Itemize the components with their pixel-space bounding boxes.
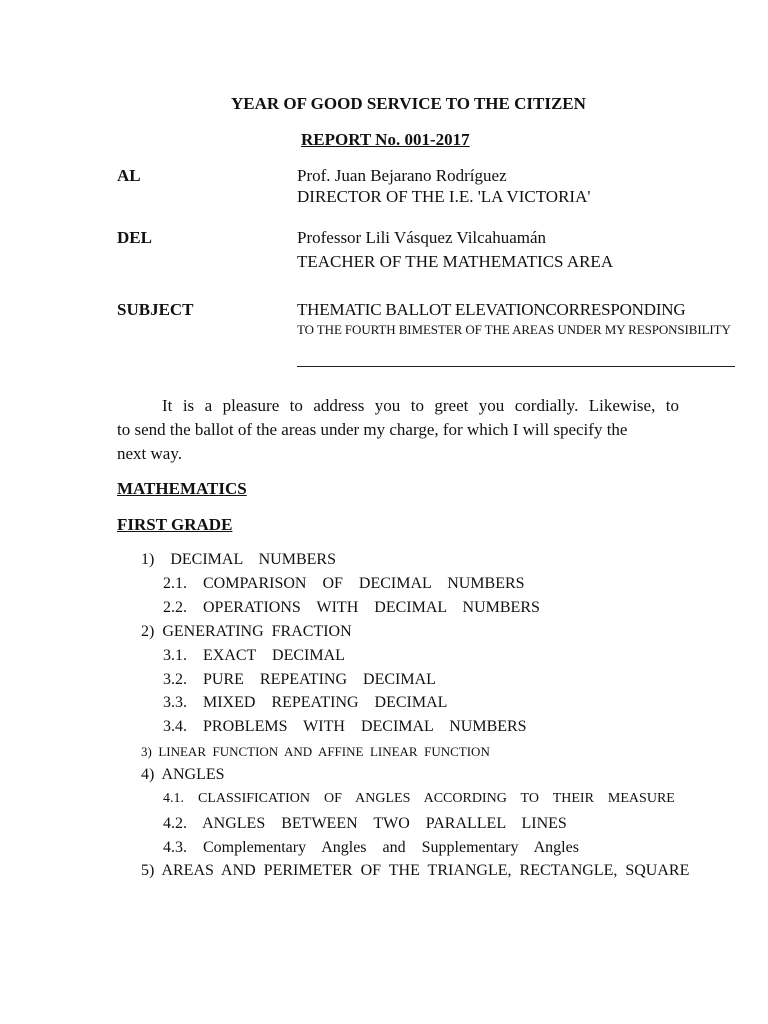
outline-item: 3) LINEAR FUNCTION AND AFFINE LINEAR FUNCTION bbox=[141, 744, 490, 759]
del-label: DEL bbox=[117, 228, 152, 247]
outline-item: 2.1. COMPARISON OF DECIMAL NUMBERS bbox=[163, 575, 525, 592]
outline-item: 2.2. OPERATIONS WITH DECIMAL NUMBERS bbox=[163, 599, 540, 616]
al-label: AL bbox=[117, 166, 141, 185]
del-name: Professor Lili Vásquez Vilcahuamán bbox=[297, 228, 547, 247]
outline-item: 3.2. PURE REPEATING DECIMAL bbox=[163, 671, 436, 688]
grade-heading: FIRST GRADE bbox=[117, 515, 233, 534]
outline-item: 4.3. Complementary Angles and Supplementary Angles bbox=[163, 839, 579, 856]
subject-label: SUBJECT bbox=[117, 300, 194, 319]
body-line-2: to send the ballot of the areas under my charge, for which I will specify the bbox=[117, 420, 628, 439]
section-heading-mathematics: MATHEMATICS bbox=[117, 479, 247, 498]
body-line-3: next way. bbox=[117, 444, 182, 463]
al-name: Prof. Juan Bejarano Rodríguez bbox=[297, 166, 507, 185]
al-title: DIRECTOR OF THE I.E. 'LA VICTORIA' bbox=[297, 187, 591, 206]
signature-rule bbox=[297, 366, 735, 367]
outline-item: 4.2. ANGLES BETWEEN TWO PARALLEL LINES bbox=[163, 815, 567, 832]
del-title: TEACHER OF THE MATHEMATICS AREA bbox=[297, 252, 614, 271]
outline-item: 4.1. CLASSIFICATION OF ANGLES ACCORDING TO THEIR MEASURE bbox=[163, 791, 675, 806]
outline-item: 5) AREAS AND PERIMETER OF THE TRIANGLE, RECTANGLE, SQUARE bbox=[141, 862, 690, 879]
outline-item: 3.3. MIXED REPEATING DECIMAL bbox=[163, 694, 448, 711]
body-line-1: It is a pleasure to address you to greet you cordially. Likewise, to bbox=[162, 396, 679, 415]
document-title: YEAR OF GOOD SERVICE TO THE CITIZEN bbox=[231, 94, 586, 113]
subject-line-1: THEMATIC BALLOT ELEVATIONCORRESPONDING bbox=[297, 300, 686, 319]
subject-line-2: TO THE FOURTH BIMESTER OF THE AREAS UNDER MY RESPONSIBILITY bbox=[297, 322, 731, 337]
outline-item: 4) ANGLES bbox=[141, 766, 225, 783]
report-number: REPORT No. 001-2017 bbox=[301, 130, 470, 149]
outline-item: 3.1. EXACT DECIMAL bbox=[163, 647, 345, 664]
outline-item: 2) GENERATING FRACTION bbox=[141, 623, 352, 640]
outline-item: 1) DECIMAL NUMBERS bbox=[141, 551, 336, 568]
outline-item: 3.4. PROBLEMS WITH DECIMAL NUMBERS bbox=[163, 718, 527, 735]
body-paragraph bbox=[117, 394, 679, 466]
